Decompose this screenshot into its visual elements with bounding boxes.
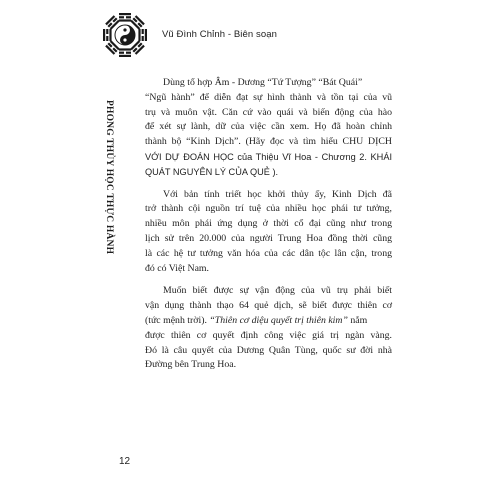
paragraph-3-line-5: Đó là câu quyết của Dương Quân Tùng, quốc sư đời nhà	[145, 344, 392, 356]
page-number: 12	[119, 456, 131, 467]
paragraph-3-line-2: vận dụng thành thạo 64 quẻ dịch, sẽ biết được thiên cơ	[145, 300, 392, 312]
paragraph-1-line-3: trụ và muôn vật. Căn cứ vào quái và biến động của hào	[145, 106, 392, 118]
paragraph-1-line-7: QUÁT NGUYÊN LÝ CỦA QUẺ ).	[145, 166, 279, 177]
paragraph-3-line-3-text: (tức mệnh trời).	[145, 314, 207, 326]
author-header: Vũ Đình Chỉnh - Biên soạn	[162, 29, 277, 40]
quoted-saying: “Thiên cơ diệu quyết trị thiên kim”	[209, 314, 348, 326]
paragraph-3-line-3	[145, 314, 392, 329]
paragraph-2-line-5: là các hệ tư tưởng văn hóa của các dân tộc lân cận, trong	[145, 247, 392, 259]
paragraph-3-line-6: Đường bên Trung Hoa.	[145, 359, 237, 371]
paragraph-2-line-2: trở thành cội nguồn trí tuệ của nhiều học phái tư tưởng,	[145, 203, 392, 215]
bagua-yin-yang-icon	[102, 12, 148, 58]
paragraph-2-line-6: đó có Việt Nam.	[145, 262, 209, 274]
paragraph-1-line-6: VỚI DỰ ĐOÁN HỌC của Thiệu Vĩ Hoa - Chương 2. KHÁI	[145, 151, 392, 162]
body-text	[145, 76, 392, 373]
paragraph-3-line-1: Muốn biết được sự vận động của vũ trụ phải biết	[163, 285, 392, 297]
paragraph-1-line-2: “Ngũ hành” để diễn đạt sự hình thành và tồn tại của vũ	[145, 91, 392, 103]
paragraph-2-line-3: nhiều môn phái ứng dụng ở thời cổ đại cũng như trong	[145, 218, 392, 230]
paragraph-1-line-1: Dùng tổ hợp Âm - Dương “Tứ Tượng” “Bát Quái”	[163, 77, 363, 88]
vertical-book-title: PHONG THỦY HỌC THỰC HÀNH	[104, 100, 114, 255]
paragraph-1-line-5: thành bộ “Kinh Dịch”. (Hãy đọc và tìm hiểu CHU DỊCH	[145, 136, 392, 148]
paragraph-3-line-4: được thiên cơ quyết định công việc giá trị ngàn vàng.	[145, 329, 392, 341]
paragraph-1-line-4: để xét sự lành, dữ của việc cần xem. Họ đã hoàn chỉnh	[145, 121, 392, 133]
paragraph-2-line-1: Với bản tính triết học khởi thủy ấy, Kinh Dịch đã	[163, 188, 392, 200]
quoted-saying-suffix: nắm	[347, 314, 368, 326]
paragraph-2-line-4: lịch sử trên 20.000 của người Trung Hoa đồng thời cũng	[145, 232, 392, 244]
